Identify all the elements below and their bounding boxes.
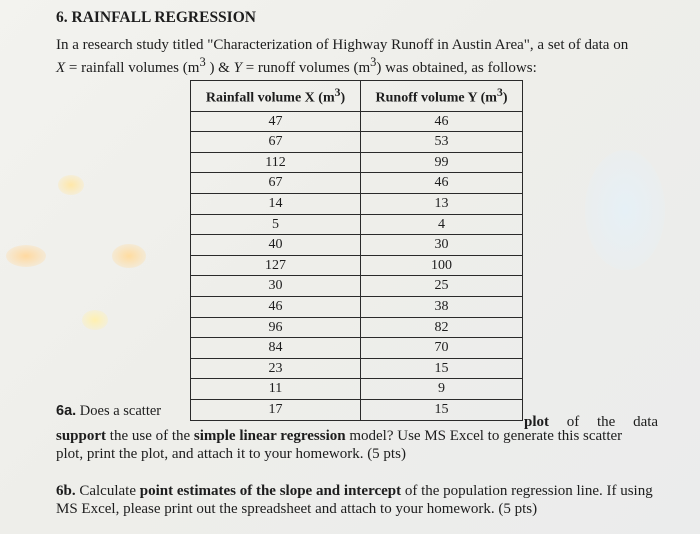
rainfall-cell: 112	[191, 152, 361, 173]
table-row	[191, 152, 523, 173]
question-text: Does a scatter	[76, 403, 162, 419]
rainfall-cell: 17	[191, 399, 361, 420]
light-glare	[82, 310, 108, 330]
question-text: of the data	[566, 414, 659, 430]
table-row	[191, 214, 523, 235]
rainfall-cell: 96	[191, 317, 361, 338]
question-label: 6a.	[56, 403, 77, 419]
intro-connector: ) &	[205, 60, 234, 76]
table-row	[191, 297, 523, 318]
superscript: 3	[199, 55, 206, 69]
question-6a-line2	[56, 428, 622, 445]
light-glare	[585, 150, 665, 270]
runoff-cell: 9	[361, 379, 523, 400]
table-row	[191, 235, 523, 256]
rainfall-cell: 30	[191, 276, 361, 297]
runoff-cell: 99	[361, 152, 523, 173]
superscript: 3	[370, 55, 377, 69]
runoff-cell: 15	[361, 358, 523, 379]
runoff-cell: 46	[361, 111, 523, 132]
intro-end: ) was obtained, as follows:	[376, 60, 537, 76]
rainfall-cell: 14	[191, 194, 361, 215]
intro-text: In a research study titled "Characterization of Highway Runoff in Austin Area", a set of data on	[56, 37, 629, 53]
runoff-cell: 82	[361, 317, 523, 338]
question-text: Calculate	[75, 483, 140, 499]
light-glare	[112, 244, 146, 268]
question-text: of the population regression line. If using	[401, 483, 653, 499]
emphasis: simple linear regression	[193, 428, 346, 444]
rainfall-cell: 46	[191, 297, 361, 318]
runoff-cell: 25	[361, 276, 523, 297]
intro-line-1	[56, 37, 628, 54]
y-definition: = runoff volumes (m	[241, 60, 371, 76]
rainfall-cell: 127	[191, 255, 361, 276]
rainfall-cell: 11	[191, 379, 361, 400]
table-row	[191, 132, 523, 153]
header-rainfall: Rainfall volume X $(m^3)$	[191, 81, 361, 112]
question-label: 6b.	[56, 483, 76, 499]
table-header-row	[191, 81, 523, 112]
question-text: model? Use MS Excel to generate this scatter	[345, 428, 623, 444]
rainfall-cell: 5	[191, 214, 361, 235]
light-glare	[58, 175, 84, 195]
emphasis: support	[56, 428, 107, 444]
rainfall-cell: 84	[191, 338, 361, 359]
runoff-cell: 46	[361, 173, 523, 194]
y-variable: Y	[233, 60, 242, 76]
runoff-cell: 100	[361, 255, 523, 276]
intro-line-2	[56, 55, 537, 77]
question-6b-line1	[56, 483, 653, 500]
table-row	[191, 194, 523, 215]
question-text: the use of the	[106, 428, 194, 444]
table-row	[191, 317, 523, 338]
plot-word: plot	[524, 414, 550, 430]
runoff-cell: 4	[361, 214, 523, 235]
data-table	[190, 80, 523, 421]
runoff-cell: 15	[361, 399, 523, 420]
runoff-cell: 30	[361, 235, 523, 256]
table-row	[191, 255, 523, 276]
runoff-cell: 13	[361, 194, 523, 215]
header-runoff: Runoff volume Y $(m^3)$	[361, 81, 523, 112]
light-glare	[6, 245, 46, 267]
table-row	[191, 276, 523, 297]
question-6a-line3: plot, print the plot, and attach it to your homework. (5 pts)	[56, 446, 406, 462]
table-row	[191, 173, 523, 194]
rainfall-cell: 67	[191, 132, 361, 153]
table-row	[191, 338, 523, 359]
rainfall-cell: 47	[191, 111, 361, 132]
problem-title: 6. RAINFALL REGRESSION	[56, 9, 256, 26]
runoff-cell: 53	[361, 132, 523, 153]
rainfall-cell: 67	[191, 173, 361, 194]
emphasis: point estimates of the slope and intercept	[139, 483, 402, 499]
rainfall-cell: 23	[191, 358, 361, 379]
runoff-cell: 38	[361, 297, 523, 318]
table-row	[191, 358, 523, 379]
x-variable: X	[56, 60, 66, 76]
table-row	[191, 399, 523, 420]
runoff-cell: 70	[361, 338, 523, 359]
question-6a-start	[56, 403, 161, 420]
table-row	[191, 111, 523, 132]
x-definition: = rainfall volumes (m	[65, 60, 200, 76]
table-row	[191, 379, 523, 400]
question-6b-line2: MS Excel, please print out the spreadsheet and attach to your homework. (5 pts)	[56, 501, 538, 517]
rainfall-cell: 40	[191, 235, 361, 256]
